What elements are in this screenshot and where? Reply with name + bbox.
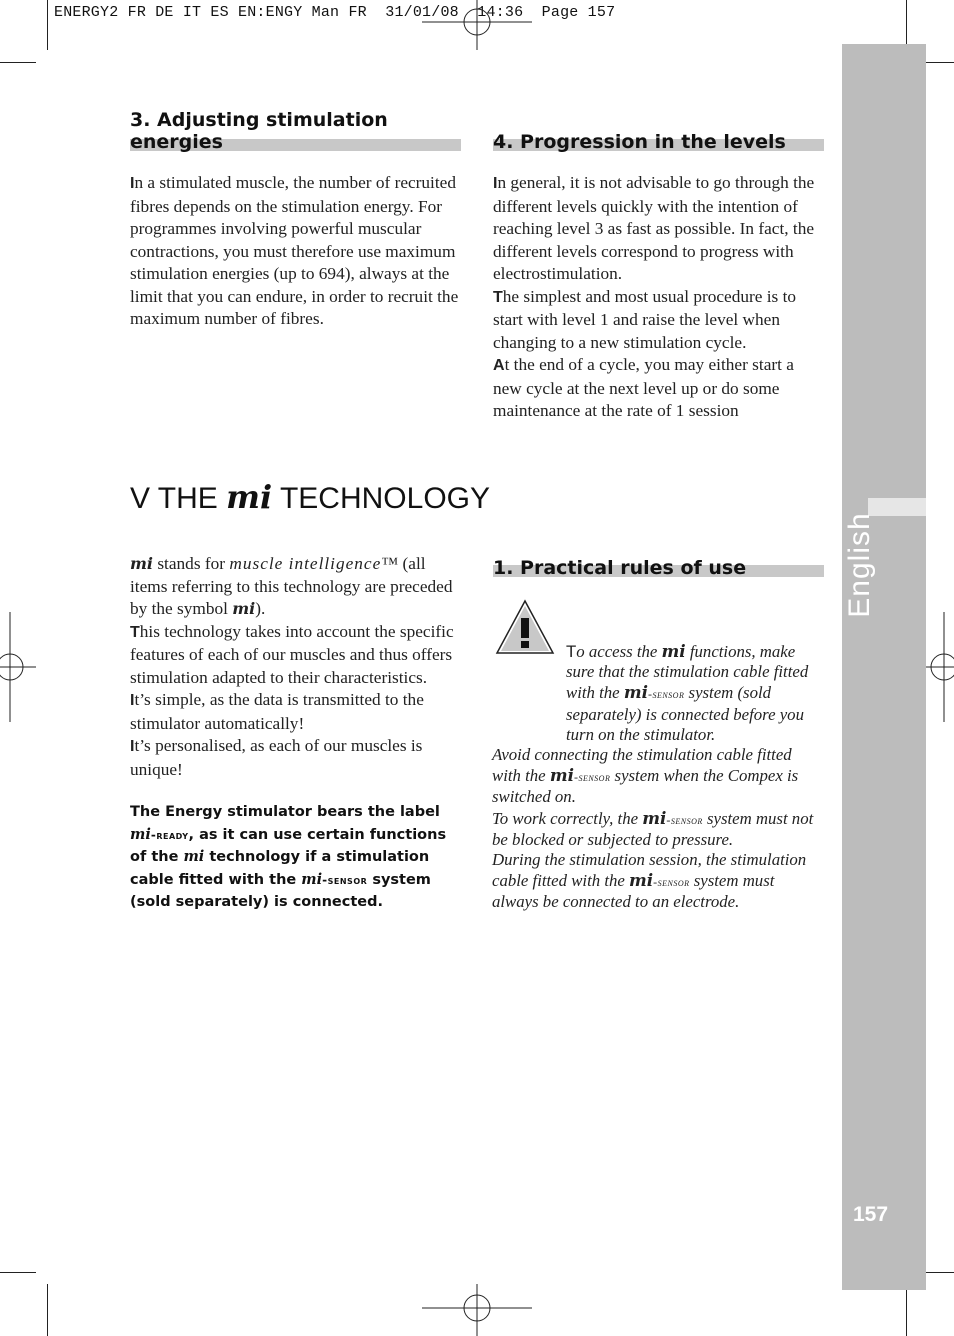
mi-sensor-label: -sensor [322, 872, 368, 887]
heading-adjusting-energies [130, 109, 461, 153]
drop-initial: I [130, 692, 135, 709]
drop-initial: A [493, 357, 505, 374]
text: To work correctly, the [492, 808, 643, 828]
text: technology if a stimulation cable fitted with the [130, 849, 430, 888]
paragraph-progression [493, 172, 827, 423]
drop-initial: I [130, 175, 135, 192]
text: The Energy stimulator bears the label [130, 804, 440, 820]
warning-line [492, 808, 822, 850]
paragraph-text: t the end of a cycle, you may either start a new cycle at the next level up or do some maintenance at the rate of 1 session [493, 355, 794, 420]
drop-initial: I [130, 738, 135, 755]
paragraph-mi-intro [130, 553, 464, 781]
usage-warnings [492, 641, 822, 913]
text: system (sold separately) is connected. [130, 871, 431, 911]
drop-initial: T [493, 288, 503, 306]
text: system when the Compex is switched on. [492, 766, 799, 807]
paragraph-text: t’s personalised, as each of our muscles is unique! [130, 736, 423, 779]
mi-logo-icon: mi [183, 848, 205, 866]
text: Avoid connecting the stimulation cable fitted with the [492, 745, 792, 786]
page-number: 157 [853, 1203, 889, 1226]
heading-progression-levels [493, 131, 824, 153]
crop-mark [906, 1284, 907, 1336]
text: system (sold separately) is connected before you turn on the stimulator. [566, 683, 804, 744]
mi-logo-icon: mi [623, 682, 648, 703]
registration-mark-top [422, 0, 532, 50]
drop-initial: I [493, 175, 498, 192]
section-title [130, 478, 490, 516]
warning-line [492, 641, 822, 745]
mi-logo-icon: mi [232, 599, 256, 618]
language-label: English [843, 512, 876, 618]
crop-mark [0, 1272, 36, 1273]
mi-sensor-label: -sensor [653, 875, 690, 890]
mi-logo-icon: mi [130, 825, 151, 843]
trademark: ™ [381, 554, 399, 573]
paragraph-text: he simplest and most usual procedure is to start with level 1 and raise the level when changing to a new stimulation cycle. [493, 286, 797, 352]
text: stands for [153, 554, 230, 573]
registration-mark-left [0, 612, 36, 722]
text: , as it can use certain functions of the [130, 826, 447, 866]
crop-mark [906, 0, 907, 50]
drop-initial: T [130, 623, 140, 641]
side-band [842, 44, 926, 1290]
text: system must not be blocked or subjected to pressure. [492, 808, 814, 849]
energy-label-note [130, 801, 465, 914]
paragraph-text: n general, it is not advisable to go through the different levels quickly with the intention of reaching level 3 as fast as possible. In fact, the different levels correspond to progress with electrostimulation. [493, 173, 815, 283]
paragraph-energies [130, 172, 464, 331]
heading-text: 3. Adjusting stimulation energies [130, 109, 388, 153]
mi-logo-icon: mi [549, 765, 574, 786]
text: functions, make sure that the stimulation cable fitted with the [566, 642, 809, 703]
mi-sensor-label: -sensor [666, 812, 703, 827]
heading-practical-rules [493, 557, 824, 579]
warning-line [492, 745, 822, 808]
mi-sensor-label: -sensor [573, 770, 611, 785]
text: ). [255, 599, 266, 618]
text: (all items referring to this technology are preceded by the symbol [130, 554, 453, 618]
initial: T [566, 642, 577, 661]
paragraph-text: his technology takes into account the specific features of each of our muscles and thus offers stimulation adapted to their characteristics. [130, 621, 454, 687]
mi-logo-icon: mi [642, 807, 667, 828]
section-prefix: V THE [130, 482, 218, 515]
mi-ready-label: -ready [150, 827, 189, 842]
language-tab [842, 490, 878, 640]
paragraph-text: t’s simple, as the data is transmitted to the stimulator automatically! [130, 690, 424, 733]
mi-logo-icon: mi [301, 870, 323, 888]
paragraph-text: n a stimulated muscle, the number of recruited fibres depends on the stimulation energy. For programmes involving powerful muscular contractions, you must therefore use maximum stimulation energies (up to 694), always at the limit that you can endure, in order to recruit the maximum number of fibres. [130, 173, 459, 328]
mi-logo-icon: mi [661, 641, 686, 661]
italic-term: muscle intelligence [229, 554, 382, 573]
mi-logo-icon: mi [226, 478, 273, 516]
text: o access the [576, 642, 662, 661]
crop-mark [47, 1284, 48, 1336]
mi-logo-icon: mi [130, 554, 154, 573]
crop-mark [0, 62, 36, 63]
print-slug: ENERGY2 FR DE IT ES EN:ENGY Man FR 31/01/08 14:36 Page 157 [54, 4, 616, 21]
section-suffix: TECHNOLOGY [279, 482, 490, 515]
heading-text: 1. Practical rules of use [493, 557, 747, 579]
crop-mark [47, 0, 48, 50]
heading-text: 4. Progression in the levels [493, 131, 786, 153]
text: During the stimulation session, the stimulation cable fitted with the [492, 850, 807, 891]
mi-sensor-label: -sensor [647, 687, 685, 702]
text: system must always be connected to an electrode. [492, 871, 775, 912]
warning-line [492, 850, 822, 913]
registration-mark-bottom [422, 1284, 532, 1336]
mi-logo-icon: mi [629, 870, 654, 891]
